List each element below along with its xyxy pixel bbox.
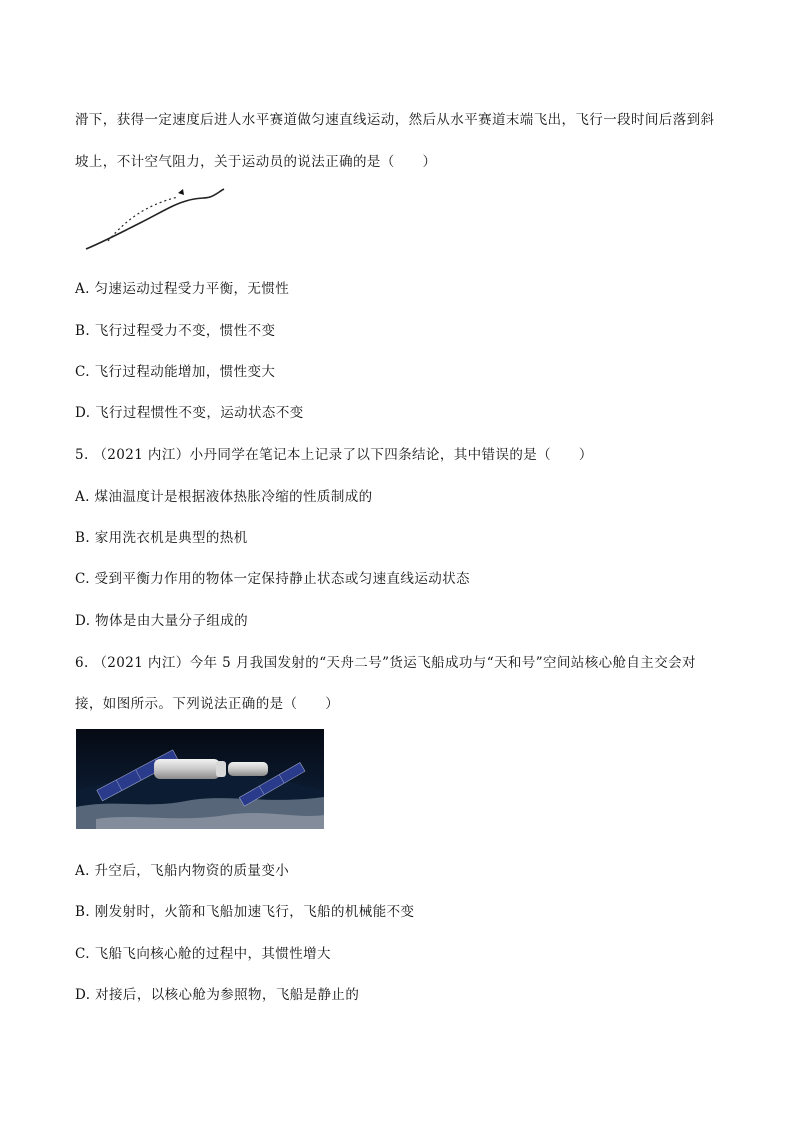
q4-option-a: A. 匀速运动过程受力平衡，无惯性 [75,281,290,297]
q4-option-b: B. 飞行过程受力不变，惯性不变 [75,323,276,339]
q6-stem-line2: 接，如图所示。下列说法正确的是（ ） [75,696,340,712]
q4-option-c: C. 飞行过程动能增加，惯性变大 [75,364,276,380]
cargo-ship [228,762,268,776]
q4-stem-line2: 坡上，不计空气阻力，关于运动员的说法正确的是（ ） [75,154,437,170]
space-station-photo [76,729,324,829]
ski-slope-figure [80,183,230,253]
q4-stem-line1: 滑下，获得一定速度后进人水平赛道做匀速直线运动，然后从水平赛道末端飞出，飞行一段时间后落到斜 [75,112,715,128]
q6-option-d: D. 对接后，以核心舱为参照物，飞船是静止的 [75,987,360,1003]
q5-option-b: B. 家用洗衣机是典型的热机 [75,530,248,546]
q5-option-d: D. 物体是由大量分子组成的 [75,613,249,629]
core-module [154,759,220,779]
q5-stem: 5. （2021 内江）小丹同学在笔记本上记录了以下四条结论，其中错误的是（ ） [75,447,593,463]
q6-option-b: B. 刚发射时，火箭和飞船加速飞行，飞船的机械能不变 [75,904,415,920]
q5-option-a: A. 煤油温度计是根据液体热胀冷缩的性质制成的 [75,489,373,505]
q6-option-a: A. 升空后，飞船内物资的质量变小 [75,863,290,879]
skier-icon [178,189,184,195]
q4-option-d: D. 飞行过程惯性不变，运动状态不变 [75,405,304,421]
q5-option-c: C. 受到平衡力作用的物体一定保持静止状态或匀速直线运动状态 [75,571,470,587]
core-module-node [216,761,226,777]
slope-track [86,189,224,249]
q6-option-c: C. 飞船飞向核心舱的过程中，其惯性增大 [75,946,331,962]
q6-stem-line1: 6. （2021 内江）今年 5 月我国发射的“天舟二号”货运飞船成功与“天和号”空间站核心舱自主交会对 [75,655,696,671]
